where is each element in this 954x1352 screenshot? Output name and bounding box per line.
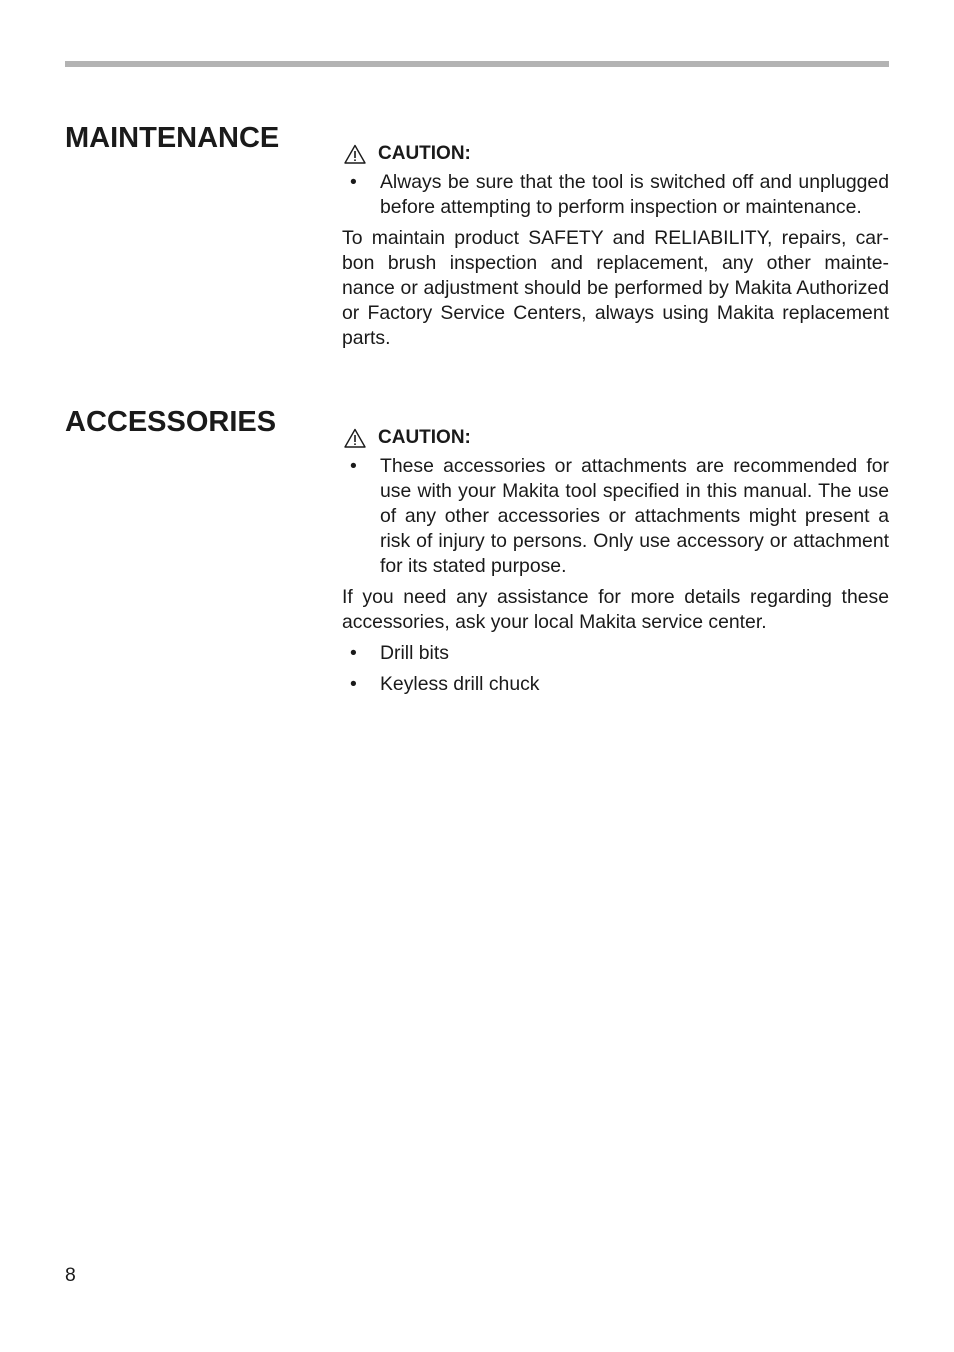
- accessory-item: Drill bits: [380, 642, 449, 664]
- caution-label: CAUTION:: [378, 427, 471, 448]
- maintenance-caution: [344, 141, 889, 166]
- bullet: •: [350, 642, 357, 664]
- bullet: •: [350, 171, 357, 193]
- list-item: [342, 170, 889, 220]
- page-number: 8: [65, 1264, 76, 1286]
- accessories-list: [342, 641, 889, 697]
- list-item: [342, 672, 889, 697]
- accessories-paragraph: If you need any assistance for more details regarding these accessories, ask your local Makita service center.: [342, 586, 889, 633]
- caution-text: Always be sure that the tool is switched off and unplugged before attempting to perform inspection or maintenance.: [380, 171, 889, 218]
- caution-text: These accessories or attachments are recommended for use with your Makita tool specified in this manual. The use of any other accessories or attachments might present a risk of injury to persons. Only use accessory or attachment for its stated purpose.: [380, 455, 889, 577]
- bullet: •: [350, 455, 357, 477]
- warning-icon: [344, 428, 366, 448]
- caution-label: CAUTION:: [378, 143, 471, 164]
- warning-icon: [344, 144, 366, 164]
- top-rule: [65, 61, 889, 67]
- accessories-body: [342, 425, 889, 697]
- maintenance-paragraph: To maintain product SAFETY and RELIABILITY, repairs, car- bon brush inspection and replacement, any other mainte- nance or adjustment should be performed by Makita Authorized or Factory Service Centers, always using Makita replacement parts.: [342, 227, 889, 349]
- list-item: [342, 641, 889, 666]
- list-item: [342, 454, 889, 579]
- accessories-caution: [344, 425, 889, 450]
- maintenance-body: [342, 141, 889, 351]
- accessory-item: Keyless drill chuck: [380, 673, 540, 695]
- bullet: •: [350, 673, 357, 695]
- accessories-heading: ACCESSORIES: [65, 406, 277, 438]
- maintenance-heading: MAINTENANCE: [65, 122, 280, 154]
